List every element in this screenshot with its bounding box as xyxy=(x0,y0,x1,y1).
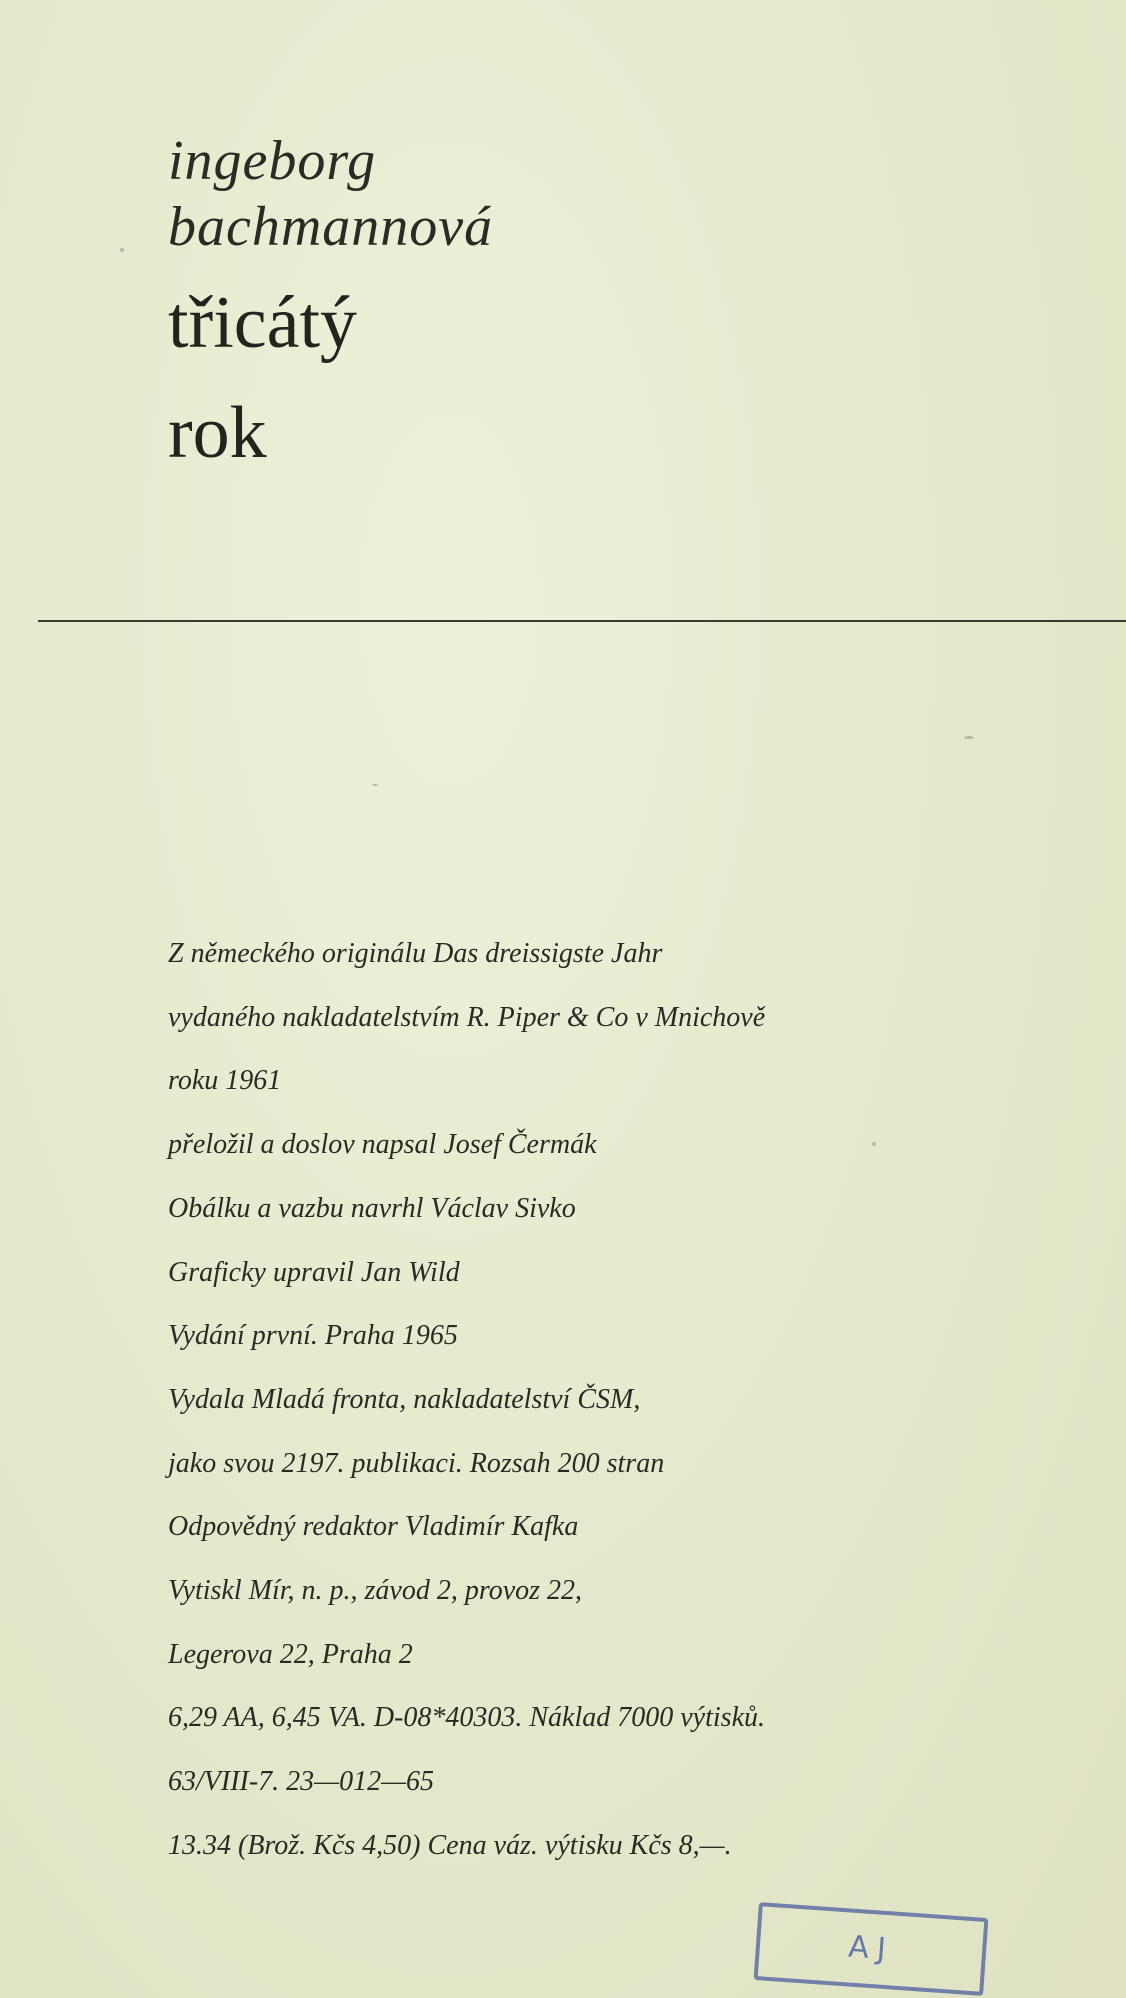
colophon-price: 13.34 (Brož. Kčs 4,50) Cena váz. výtisku Kčs 8,—. xyxy=(168,1829,732,1861)
author-first-name: ingeborg xyxy=(168,130,377,192)
paper-speck xyxy=(372,784,378,786)
colophon-publisher: Vydala Mladá fronta, nakladatelství ČSM, xyxy=(168,1383,641,1415)
title-word-2: rok xyxy=(168,392,267,474)
colophon-original-title: Z německého originálu Das dreissigste Jahr xyxy=(168,938,663,969)
colophon-publication-number: jako svou 2197. publikaci. Rozsah 200 stran xyxy=(168,1447,665,1479)
colophon-printer-address: Legerova 22, Praha 2 xyxy=(168,1638,413,1670)
colophon-original-publisher: vydaného nakladatelstvím R. Piper & Co v Mnichově xyxy=(168,1001,766,1033)
title-word-1: třicátý xyxy=(168,282,358,364)
paper-speck xyxy=(964,736,974,739)
paper-speck xyxy=(872,1142,876,1146)
colophon-original-year: roku 1961 xyxy=(168,1065,282,1097)
title-block xyxy=(168,128,493,488)
horizontal-rule xyxy=(38,620,1126,622)
library-stamp: AJ xyxy=(754,1902,989,1996)
paper-speck xyxy=(120,248,124,252)
colophon-print-run: 6,29 AA, 6,45 VA. D-08*40303. Náklad 7000 výtisků. xyxy=(168,1702,765,1734)
colophon-graphic-design: Graficky upravil Jan Wild xyxy=(168,1256,460,1288)
colophon-translator: přeložil a doslov napsal Josef Čermák xyxy=(168,1129,597,1161)
colophon-editor: Odpovědný redaktor Vladimír Kafka xyxy=(168,1511,579,1543)
colophon-edition: Vydání první. Praha 1965 xyxy=(168,1320,458,1352)
colophon-printer: Vytiskl Mír, n. p., závod 2, provoz 22, xyxy=(168,1575,583,1607)
author-last-name: bachmannová xyxy=(168,196,494,258)
colophon-catalog-code: 63/VIII-7. 23—012—65 xyxy=(168,1766,434,1798)
colophon-cover-designer: Obálku a vazbu navrhl Václav Sivko xyxy=(168,1192,576,1224)
colophon xyxy=(168,922,1068,1878)
